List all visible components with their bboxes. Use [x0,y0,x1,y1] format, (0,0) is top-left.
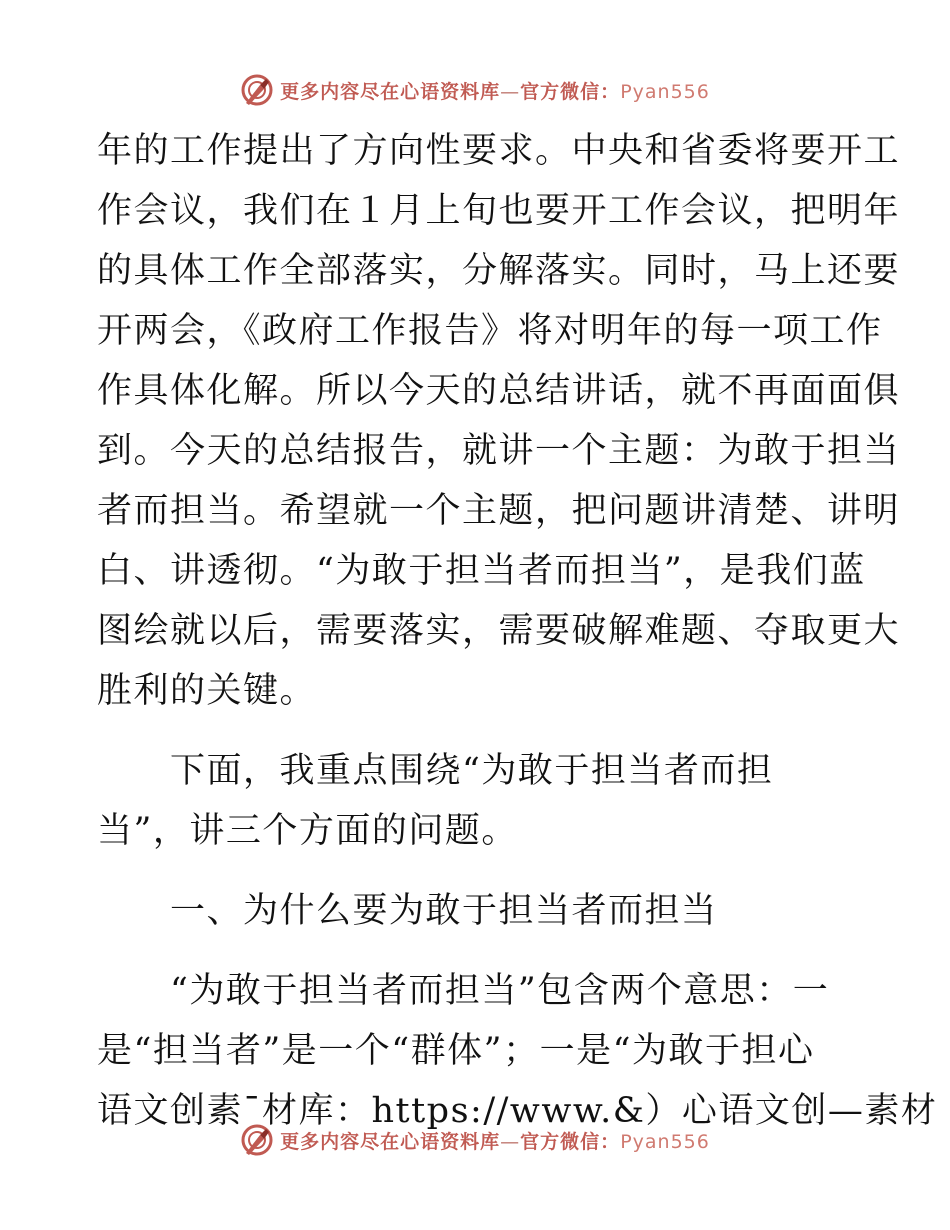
section-heading-1 [97,881,853,941]
text-line: 一、为什么要为敢于担当者而担当 [97,891,718,931]
pen-logo-icon [240,1123,274,1157]
paragraph-1 [97,121,901,721]
watermark-text [280,1127,710,1154]
watermark-label: 官方微信： [520,1130,621,1153]
watermark-main: 更多内容尽在心语资料库 [280,80,501,103]
text-line: 图绘就以后，需要落实，需要破解难题、夺取更大 [97,611,901,651]
paragraph-gap [97,941,853,961]
text-line: 下面，我重点围绕“为敢于担当者而担 [97,751,774,791]
watermark-main: 更多内容尽在心语资料库 [280,1130,501,1153]
watermark-wechat-id: Pyan556 [620,80,710,103]
footer-watermark [0,1120,950,1160]
text-line: 胜利的关键。 [97,671,317,711]
paragraph-gap [97,721,853,741]
paragraph-2 [97,741,853,861]
text-line: 作会议，我们在１月上旬也要开工作会议，把明年 [97,191,901,231]
text-line: 语文创素¯材库：https://www.&）心语文创—素材 [97,1091,938,1131]
text-line: 作具体化解。所以今天的总结讲话，就不再面面俱 [97,371,901,411]
watermark-wechat-id: Pyan556 [620,1130,710,1153]
watermark-label: 官方微信： [520,80,621,103]
text-line: 白、讲透彻。“为敢于担当者而担当”，是我们蓝 [97,551,866,591]
text-line: “为敢于担当者而担当”包含两个意思：一 [97,971,830,1011]
text-line: 开两会，《政府工作报告》将对明年的每一项工作 [97,311,883,351]
header-watermark [0,70,950,110]
watermark-separator: — [500,1130,521,1153]
text-line: 者而担当。希望就一个主题，把问题讲清楚、讲明 [97,491,901,531]
paragraph-3 [97,961,938,1141]
paragraph-gap [97,861,853,881]
watermark-separator: — [500,80,521,103]
watermark-text [280,77,710,104]
text-line: 年的工作提出了方向性要求。中央和省委将要开工 [97,131,901,171]
pen-logo-icon [240,73,274,107]
text-line: 是“担当者”是一个“群体”；一是“为敢于担心 [97,1031,815,1071]
text-line: 到。今天的总结报告，就讲一个主题：为敢于担当 [97,431,901,471]
text-line: 的具体工作全部落实，分解落实。同时，马上还要 [97,251,901,291]
text-line: 当”，讲三个方面的问题。 [97,811,518,851]
document-body [97,121,938,1141]
